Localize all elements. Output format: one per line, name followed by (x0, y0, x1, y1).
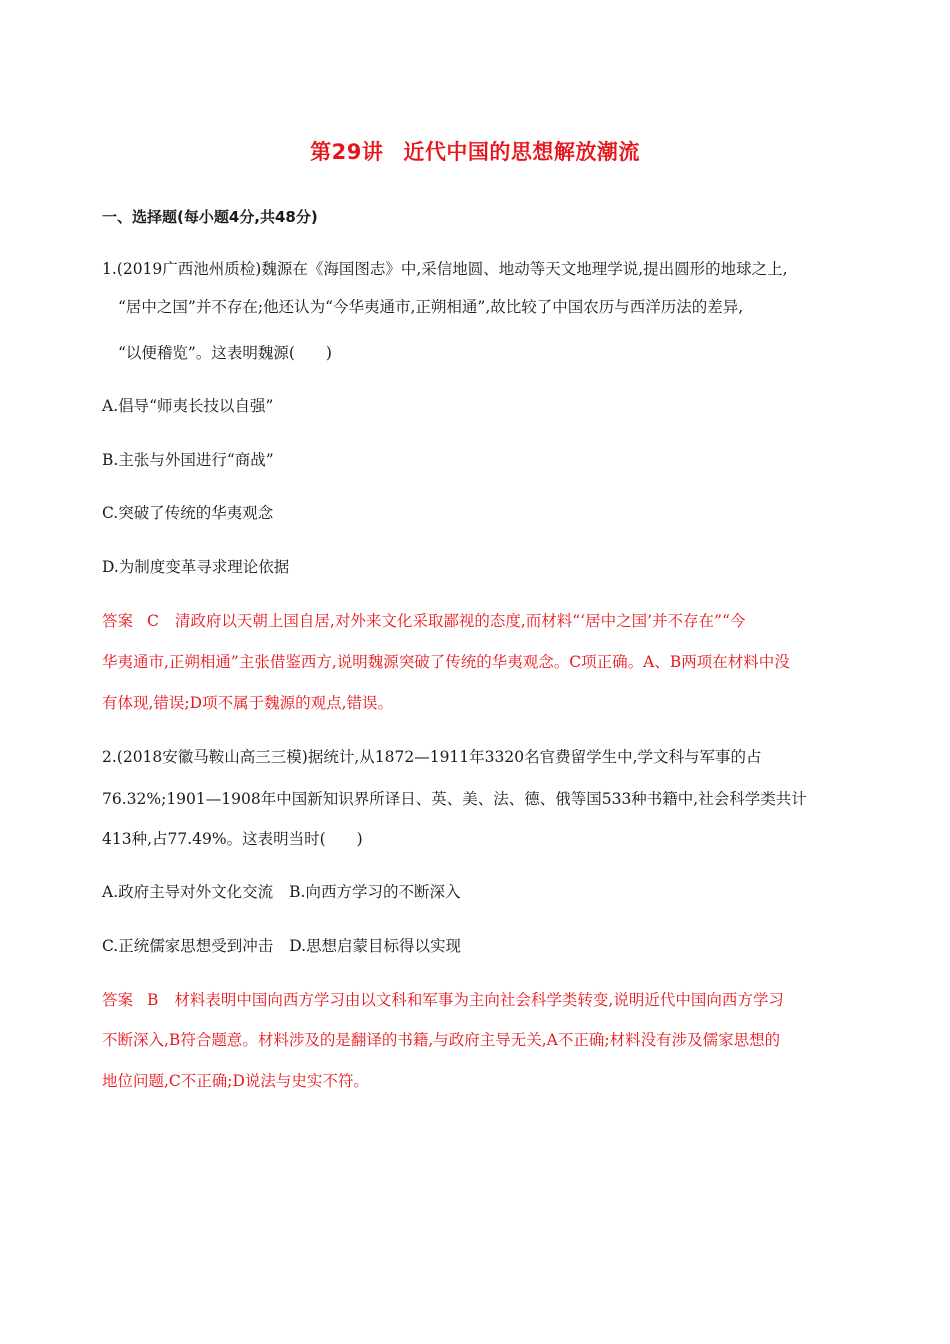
lecture-topic: 近代中国的思想解放潮流 (403, 140, 640, 164)
option-a: A.倡导“师夷长技以自强” (102, 397, 274, 415)
option-b: B.主张与外国进行“商战” (102, 451, 274, 469)
page-title (0, 136, 950, 166)
question-stem-line: “以便稽览”。这表明魏源( ) (118, 344, 332, 362)
option-b: B.向西方学习的不断深入 (289, 883, 461, 901)
answer-explanation: 地位问题,C不正确;D说法与史实不符。 (102, 1072, 369, 1090)
section-heading: 一、选择题(每小题4分,共48分) (102, 208, 318, 226)
answer-line (102, 990, 784, 1010)
answer-explanation: 有体现,错误;D项不属于魏源的观点,错误。 (102, 694, 394, 712)
question-stem-line: 1.(2019广西池州质检)魏源在《海国图志》中,采信地圆、地动等天文地理学说,提出圆形的地球之上, (102, 260, 788, 278)
answer-explanation: 材料表明中国向西方学习由以文科和军事为主向社会科学类转变,说明近代中国向西方学习 (174, 991, 784, 1009)
answer-label: 答案 (102, 991, 134, 1009)
question-stem-line: “居中之国”并不存在;他还认为“今华夷通市,正朔相通”,故比较了中国农历与西洋历法的差异, (118, 298, 744, 316)
answer-label: 答案 (102, 612, 134, 630)
question-stem-line: 76.32%;1901—1908年中国新知识界所译日、英、美、法、德、俄等国533种书籍中,社会科学类共计 (102, 790, 807, 808)
answer-key: B (147, 991, 159, 1009)
answer-key: C (147, 612, 159, 630)
option-c: C.正统儒家思想受到冲击 (102, 937, 274, 955)
option-row (102, 882, 460, 902)
answer-explanation: 华夷通市,正朔相通”主张借鉴西方,说明魏源突破了传统的华夷观念。C项正确。A、B两项在材料中没 (102, 653, 790, 671)
option-a: A.政府主导对外文化交流 (102, 883, 274, 901)
option-row (102, 936, 461, 956)
answer-explanation: 不断深入,B符合题意。材料涉及的是翻译的书籍,与政府主导无关,A不正确;材料没有涉及儒家思想的 (102, 1031, 781, 1049)
option-d: D.为制度变革寻求理论依据 (102, 558, 290, 576)
answer-explanation: 清政府以天朝上国自居,对外来文化采取鄙视的态度,而材料“‘居中之国’并不存在”“今 (174, 612, 746, 630)
answer-line (102, 611, 745, 631)
option-d: D.思想启蒙目标得以实现 (289, 937, 462, 955)
lecture-number: 第29讲 (310, 140, 384, 164)
option-c: C.突破了传统的华夷观念 (102, 504, 274, 522)
question-stem-line: 413种,占77.49%。这表明当时( ) (102, 830, 363, 848)
question-stem-line: 2.(2018安徽马鞍山高三三模)据统计,从1872—1911年3320名官费留学生中,学文科与军事的占 (102, 748, 762, 766)
